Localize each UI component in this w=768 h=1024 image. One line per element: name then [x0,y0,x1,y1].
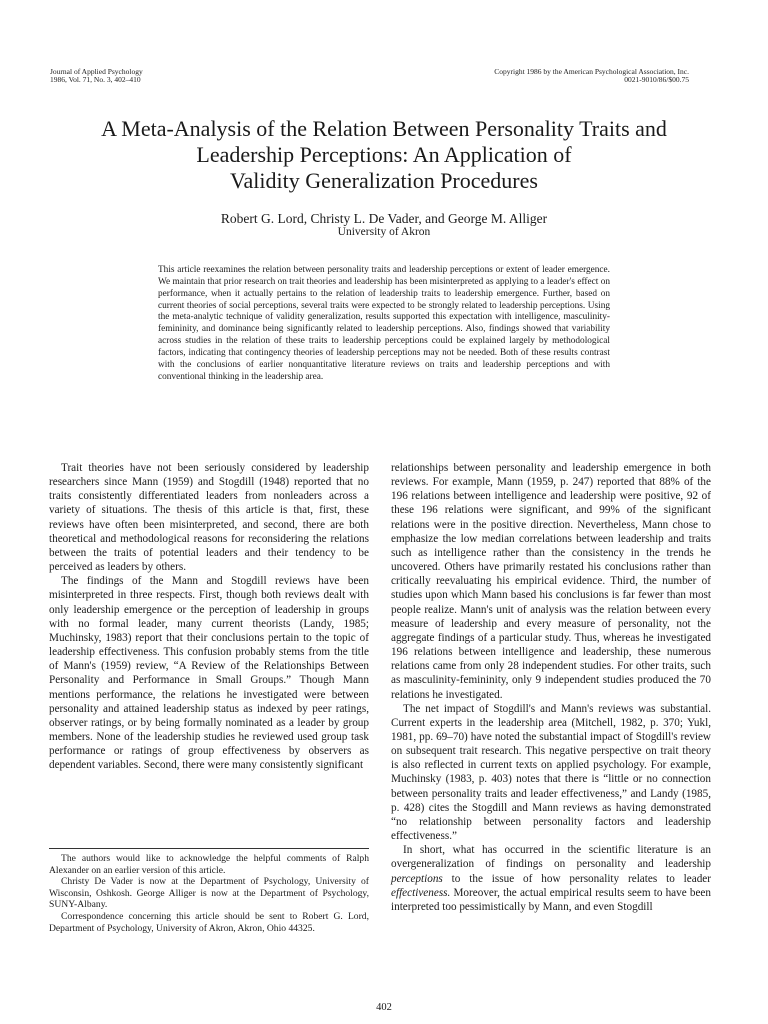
body-paragraph: The net impact of Stogdill's and Mann's reviews was substantial. Current experts in the leadership area (Mitchell, 1982, p. 370; Yukl, 1981, pp. 69–70) have noted the substantial impact of Stogdill's review on subsequent trait research. This negative perspective on trait theory is also reflected in current texts on applied psychology. For example, Muchinsky (1983, p. 403) notes that there is “little or no connection between personality traits and leader effectiveness,” and Landy (1985, p. 428) cites the Stogdill and Mann reviews as having demonstrated “no relationship between personality factors and leadership effectiveness.” [391,702,711,843]
body-column-left [49,461,369,772]
page-number: 402 [376,1002,392,1013]
journal-citation [50,68,143,84]
body-paragraph: The findings of the Mann and Stogdill reviews have been misinterpreted in three respects. First, though both reviews dealt with only leadership emergence or the perception of leadership in groups with no formal leader, many current theorists (Landy, 1985; Muchinsky, 1983) report that their conclusions pertain to the topic of leadership effectiveness. This confusion probably stems from the title of Mann's (1959) review, “A Review of the Relationships Between Personality and Performance in Small Groups.” Though Mann mentions performance, the relations he investigated were between personality and attained leadership status as indexed by peer ratings, observer ratings, or by being formally nominated as a leader by group members. None of the leadership studies he reviewed used group task performance or ratings of group effectiveness by observers as dependent variables. Second, there were many consistently significant [49,575,369,772]
text-run: In short, what has occurred in the scientific literature is an overgeneralization of findings on personality and leadership [391,844,711,871]
author-list: Robert G. Lord, Christy L. De Vader, and George M. Alliger [220,211,548,226]
copyright-notice [494,68,689,84]
author-affiliation: University of Akron [337,226,431,238]
body-column-right [391,461,711,914]
emphasis-effectiveness: effectiveness. [391,886,451,899]
body-paragraph [391,843,711,914]
footnote: Christy De Vader is now at the Department of Psychology, University of Wisconsin, Oshkosh. George Alliger is now at the Department of Psychology, SUNY-Albany. [49,876,369,911]
body-paragraph: Trait theories have not been seriously considered by leadership researchers since Mann (1959) and Stogdill (1948) reported that no traits consistently differentiated leaders from nonleaders across a variety of situations. The thesis of this article is that, first, these reviews have often been misinterpreted, and second, there are both theoretical and methodological reasons for reconsidering the relations between the traits of potential leaders and their tendency to be perceived as leaders by others. [49,462,369,574]
title-line-2: Leadership Perceptions: An Application of [196,142,572,167]
title-line-3: Validity Generalization Procedures [230,168,538,193]
copyright-line: Copyright 1986 by the American Psychological Association, Inc. [494,67,689,76]
footnote: The authors would like to acknowledge the helpful comments of Ralph Alexander on an earlier version of this article. [49,853,369,876]
title-line-1: A Meta-Analysis of the Relation Between Personality Traits and [101,116,667,141]
text-run: Moreover, the actual empirical results seem to have been interpreted too pessimistically by Mann, and even Stogdill [391,886,711,913]
journal-volume: 1986, Vol. 71, No. 3, 402–410 [50,75,141,84]
issn-price: 0021-9010/86/$00.75 [624,75,689,84]
author-notes [49,853,369,934]
emphasis-perceptions: perceptions [391,872,443,885]
journal-name: Journal of Applied Psychology [50,67,143,76]
body-paragraph: relationships between personality and leadership emergence in both reviews. For example, Mann (1959, p. 247) reported that 88% of the 196 relations between intelligence and leadership were positive, 92 of these 196 relations were significant, and 99% of the significant relations were in the positive direction. Nevertheless, Mann chose to emphasize the low median correlations between leadership and traits such as intelligence rather than the consistency in the trends he uncovered. Others have primarily restated his conclusions rather than critically reevaluating his empirical evidence. Third, the number of studies upon which Mann based his conclusions is far fewer than most people realize. Mann's unit of analysis was the relation between every measure of leadership and every measure of personality, not the aggregate findings of a particular study. Thus, whereas he investigated 196 relations between intelligence and leadership, these numerous relations came from only 28 independent studies. For other traits, such as masculinity-femininity, only 9 independent studies produced the 70 relations he investigated. [391,462,711,701]
text-run: to the issue of how personality relates to leader [442,872,711,885]
footnote-divider [49,848,369,849]
footnote: Correspondence concerning this article should be sent to Robert G. Lord, Department of Psychology, University of Akron, Akron, Ohio 44325. [49,910,369,934]
article-title [60,116,708,194]
abstract: This article reexamines the relation between personality traits and leadership perceptions or extent of leader emergence. We maintain that prior research on trait theories and leadership has been misinterpreted as applying to a leader's effect on performance, when it actually pertains to the relation of leadership traits to leadership emergence. Further, based on current theories of social perceptions, several traits were expected to be strongly related to leadership perceptions. Using the meta-analytic technique of validity generalization, results supported this expectation with intelligence, masculinity-femininity, and dominance being significantly related to leadership perceptions. Also, findings showed that variability across studies in the relation of these traits to leadership perceptions could be explained largely by methodological factors, indicating that contingency theories of leadership perceptions may not be needed. Both of these results contrast with the conclusions of earlier nonquantitative literature reviews on traits and leadership perceptions and with conventional thinking in the leadership area. [158,265,610,382]
